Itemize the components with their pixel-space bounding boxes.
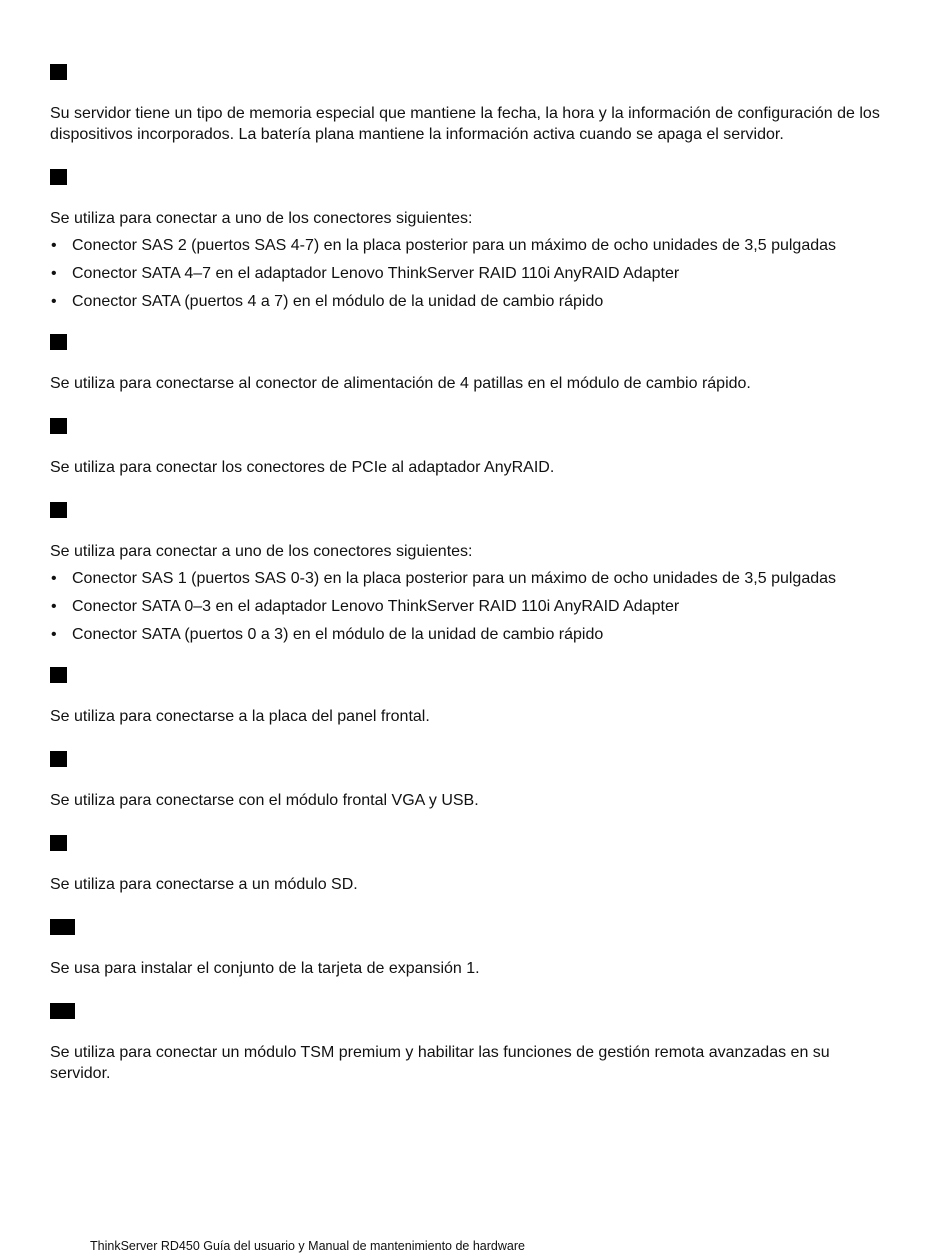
section-description: Se utiliza para conectar un módulo TSM premium y habilitar las funciones de gestión remota avanzadas en su servidor. (50, 1044, 830, 1082)
connector-section (50, 418, 880, 478)
section-description: Se usa para instalar el conjunto de la tarjeta de expansión 1. (50, 960, 480, 977)
section-description: Su servidor tiene un tipo de memoria especial que mantiene la fecha, la hora y la información de configuración de los dispositivos incorporados. La batería plana mantiene la información activa cuando se apaga el servidor. (50, 105, 880, 143)
connector-section (50, 334, 880, 394)
document-page (50, 64, 880, 1084)
callout-marker (50, 418, 67, 434)
section-list (50, 64, 880, 1084)
section-description: Se utiliza para conectarse con el módulo frontal VGA y USB. (50, 792, 479, 809)
connector-section (50, 502, 880, 645)
connector-section (50, 667, 880, 727)
bullet-item: • Conector SAS 2 (puertos SAS 4-7) en la placa posterior para un máximo de ocho unidades de 3,5 pulgadas (50, 235, 880, 256)
connector-section (50, 169, 880, 312)
bullet-list (50, 235, 880, 312)
callout-marker (50, 667, 67, 683)
section-description: Se utiliza para conectar a uno de los conectores siguientes: (50, 210, 473, 227)
section-description: Se utiliza para conectarse a un módulo SD. (50, 876, 358, 893)
connector-section (50, 835, 880, 895)
connector-section (50, 751, 880, 811)
callout-marker (50, 1003, 75, 1019)
bullet-list (50, 568, 880, 645)
page-footer: ThinkServer RD450 Guía del usuario y Manual de mantenimiento de hardware (90, 1239, 525, 1253)
bullet-item: • Conector SATA (puertos 0 a 3) en el módulo de la unidad de cambio rápido (50, 624, 880, 645)
bullet-item: • Conector SATA 4–7 en el adaptador Lenovo ThinkServer RAID 110i AnyRAID Adapter (50, 263, 880, 284)
callout-marker (50, 919, 75, 935)
callout-marker (50, 334, 67, 350)
section-description: Se utiliza para conectarse al conector de alimentación de 4 patillas en el módulo de cambio rápido. (50, 375, 751, 392)
section-description: Se utiliza para conectar los conectores de PCIe al adaptador AnyRAID. (50, 459, 555, 476)
bullet-item: • Conector SAS 1 (puertos SAS 0-3) en la placa posterior para un máximo de ocho unidades de 3,5 pulgadas (50, 568, 880, 589)
connector-section (50, 64, 880, 145)
bullet-item: • Conector SATA 0–3 en el adaptador Lenovo ThinkServer RAID 110i AnyRAID Adapter (50, 596, 880, 617)
callout-marker (50, 835, 67, 851)
connector-section (50, 919, 880, 979)
callout-marker (50, 751, 67, 767)
section-description: Se utiliza para conectarse a la placa del panel frontal. (50, 708, 430, 725)
callout-marker (50, 64, 67, 80)
callout-marker (50, 502, 67, 518)
connector-section (50, 1003, 880, 1084)
bullet-item: • Conector SATA (puertos 4 a 7) en el módulo de la unidad de cambio rápido (50, 291, 880, 312)
section-description: Se utiliza para conectar a uno de los conectores siguientes: (50, 543, 473, 560)
callout-marker (50, 169, 67, 185)
